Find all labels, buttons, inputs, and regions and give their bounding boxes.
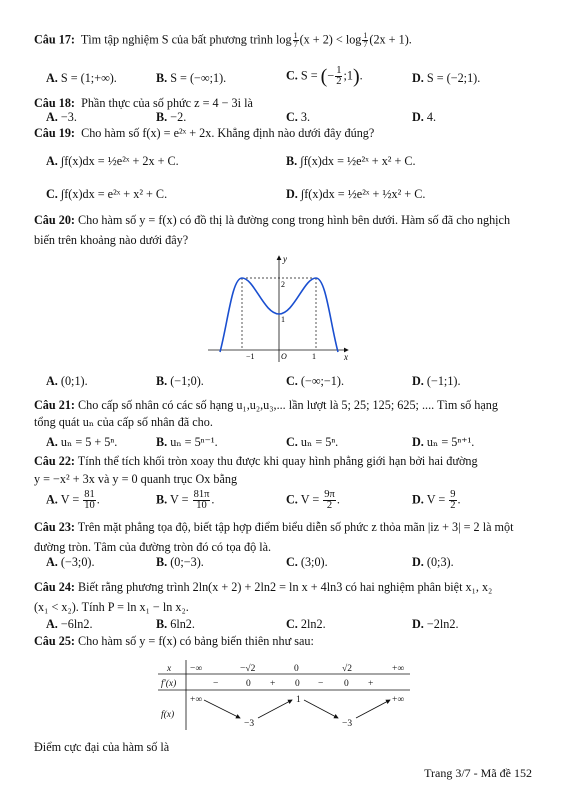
q21-opt-a[interactable]: A. uₙ = 5 + 5ⁿ. [46, 435, 118, 449]
q24-opt-a[interactable]: A. −6ln2. [46, 617, 93, 631]
q21-opt-d[interactable]: D. uₙ = 5ⁿ⁺¹. [412, 435, 475, 449]
q21-opt-c[interactable]: C. uₙ = 5ⁿ. [286, 435, 339, 449]
q20-stem-1: Câu 20: Cho hàm số y = f(x) có đồ thị là đường cong trong hình bên dưới. Hàm số đã cho nghịch [34, 213, 511, 227]
q19-opt-a[interactable]: A. ∫f(x)dx = ½e²ˣ + 2x + C. [46, 154, 179, 168]
x-val: +∞ [392, 664, 405, 674]
q23-opt-d[interactable]: D. (0;3). [412, 555, 454, 569]
q17-label: Câu 17: [34, 32, 75, 47]
x-val: −∞ [190, 664, 203, 674]
q24-opt-c[interactable]: C. 2ln2. [286, 617, 326, 631]
tick-y2: 2 [281, 280, 285, 289]
q24-opt-b[interactable]: B. 6ln2. [156, 617, 195, 631]
q24-stem-1: Câu 24: Biết rằng phương trình 2ln(x + 2) + 2ln2 = ln x + 4ln3 có hai nghiệm phân biệt x₁, x₂ [34, 580, 493, 594]
q17-opt-a[interactable]: A. S = (1;+∞). [46, 71, 117, 85]
f-val: −3 [244, 719, 255, 729]
x-val: −√2 [240, 664, 256, 674]
q23-opt-b[interactable]: B. (0;−3). [156, 555, 204, 569]
q18-opt-c[interactable]: C. 3. [286, 110, 311, 124]
sign: 0 [295, 679, 300, 689]
arrow-up [258, 700, 292, 718]
q24-opt-d[interactable]: D. −2ln2. [412, 617, 459, 631]
q24-stem-2: (x₁ < x₂). Tính P = ln x₁ − ln x₂. [34, 600, 189, 614]
q18-opt-d[interactable]: D. 4. [412, 110, 437, 124]
q17-stem: Câu 17: Tìm tập nghiệm S của bất phương trình log $\frac{1}{7}$ (x + 2) < log $\frac{1}{7}$ (2x + 1). [34, 31, 412, 49]
q22-opt-b[interactable]: B. V = $\frac{81\pi}{10}$ . [156, 489, 215, 511]
sign: − [318, 679, 324, 689]
x-val: 0 [294, 664, 299, 674]
q21-opt-b[interactable]: B. uₙ = 5ⁿ⁻¹. [156, 435, 218, 449]
q25-stem: Câu 25: Cho hàm số y = f(x) có bảng biến thiên như sau: [34, 634, 314, 648]
arrow-up [356, 700, 390, 718]
f-val: +∞ [190, 695, 203, 705]
q20-stem-2: biến trên khoảng nào dưới đây? [34, 233, 189, 247]
q23-opt-c[interactable]: C. (3;0). [286, 555, 328, 569]
q23-stem-1: Câu 23: Trên mặt phẳng tọa độ, biết tập hợp điểm biểu diễn số phức z thỏa mãn |iz + 3| = 2 là một [34, 520, 514, 534]
q22-stem-1: Câu 22: Tính thể tích khối tròn xoay thu được khi quay hình phẳng giới hạn bởi hai đường [34, 454, 478, 468]
arrow-down [204, 700, 240, 718]
row-f-label: f(x) [161, 710, 175, 720]
q19-opt-d[interactable]: D. ∫f(x)dx = ½e²ˣ + ½x² + C. [286, 187, 426, 201]
q17-opt-d[interactable]: D. S = (−2;1). [412, 71, 481, 85]
q23-stem-2: đường tròn. Tâm của đường tròn đó có tọa độ là. [34, 540, 272, 554]
row-x-label: x [167, 664, 172, 674]
q19-stem: Câu 19: Cho hàm số f(x) = e²ˣ + 2x. Khẳng định nào dưới đây đúng? [34, 126, 375, 140]
sign: + [368, 679, 374, 689]
q22-opt-d[interactable]: D. V = $\frac{9}{2}$ . [412, 489, 461, 511]
variation-table [158, 660, 410, 732]
q22-stem-2: y = −x² + 3x và y = 0 quanh trục Ox bằng [34, 472, 238, 486]
q19-opt-c[interactable]: C. ∫f(x)dx = e²ˣ + x² + C. [46, 187, 168, 201]
q22-opt-a[interactable]: A. V = $\frac{81}{10}$ . [46, 489, 100, 511]
q23-opt-a[interactable]: A. (−3;0). [46, 555, 95, 569]
q21-stem-1: Câu 21: Cho cấp số nhân có các số hạng u₁,u₂,u₃,... lần lượt là 5; 25; 125; 625; .... Tìm số hạng [34, 398, 498, 412]
tick-neg1: −1 [246, 352, 255, 361]
x-axis-label: x [344, 352, 348, 362]
q20-opt-c[interactable]: C. (−∞;−1). [286, 374, 344, 388]
sign: + [270, 679, 276, 689]
q20-opt-d[interactable]: D. (−1;1). [412, 374, 461, 388]
q18-opt-b[interactable]: B. −2. [156, 110, 187, 124]
tick-1: 1 [312, 352, 316, 361]
q18-opt-a[interactable]: A. −3. [46, 110, 77, 124]
q21-stem-2: tổng quát uₙ của cấp số nhân đã cho. [34, 415, 213, 429]
sign: 0 [246, 679, 251, 689]
q17-opt-b[interactable]: B. S = (−∞;1). [156, 71, 227, 85]
q17-opt-c[interactable]: C. S = (− $\frac{1}{2}$ ;1). [286, 65, 363, 88]
function-graph [206, 252, 354, 364]
q18-stem: Câu 18: Phần thực của số phức z = 4 − 3i là [34, 96, 253, 110]
q19-opt-b[interactable]: B. ∫f(x)dx = ½e²ˣ + x² + C. [286, 154, 416, 168]
q20-opt-b[interactable]: B. (−1;0). [156, 374, 204, 388]
sign: − [213, 679, 219, 689]
y-axis-label: y [283, 254, 287, 264]
x-val: √2 [342, 664, 352, 674]
page-footer: Trang 3/7 - Mã đề 152 [424, 766, 532, 780]
origin-label: O [281, 352, 287, 361]
q25-tail: Điểm cực đại của hàm số là [34, 740, 170, 754]
f-val: 1 [296, 695, 301, 705]
q22-opt-c[interactable]: C. V = $\frac{9\pi}{2}$ . [286, 489, 340, 511]
f-val: +∞ [392, 695, 405, 705]
q20-opt-a[interactable]: A. (0;1). [46, 374, 88, 388]
tick-y1: 1 [281, 315, 285, 324]
f-val: −3 [342, 719, 353, 729]
row-fp-label: f′(x) [161, 679, 177, 689]
arrow-down [304, 700, 338, 718]
sign: 0 [344, 679, 349, 689]
